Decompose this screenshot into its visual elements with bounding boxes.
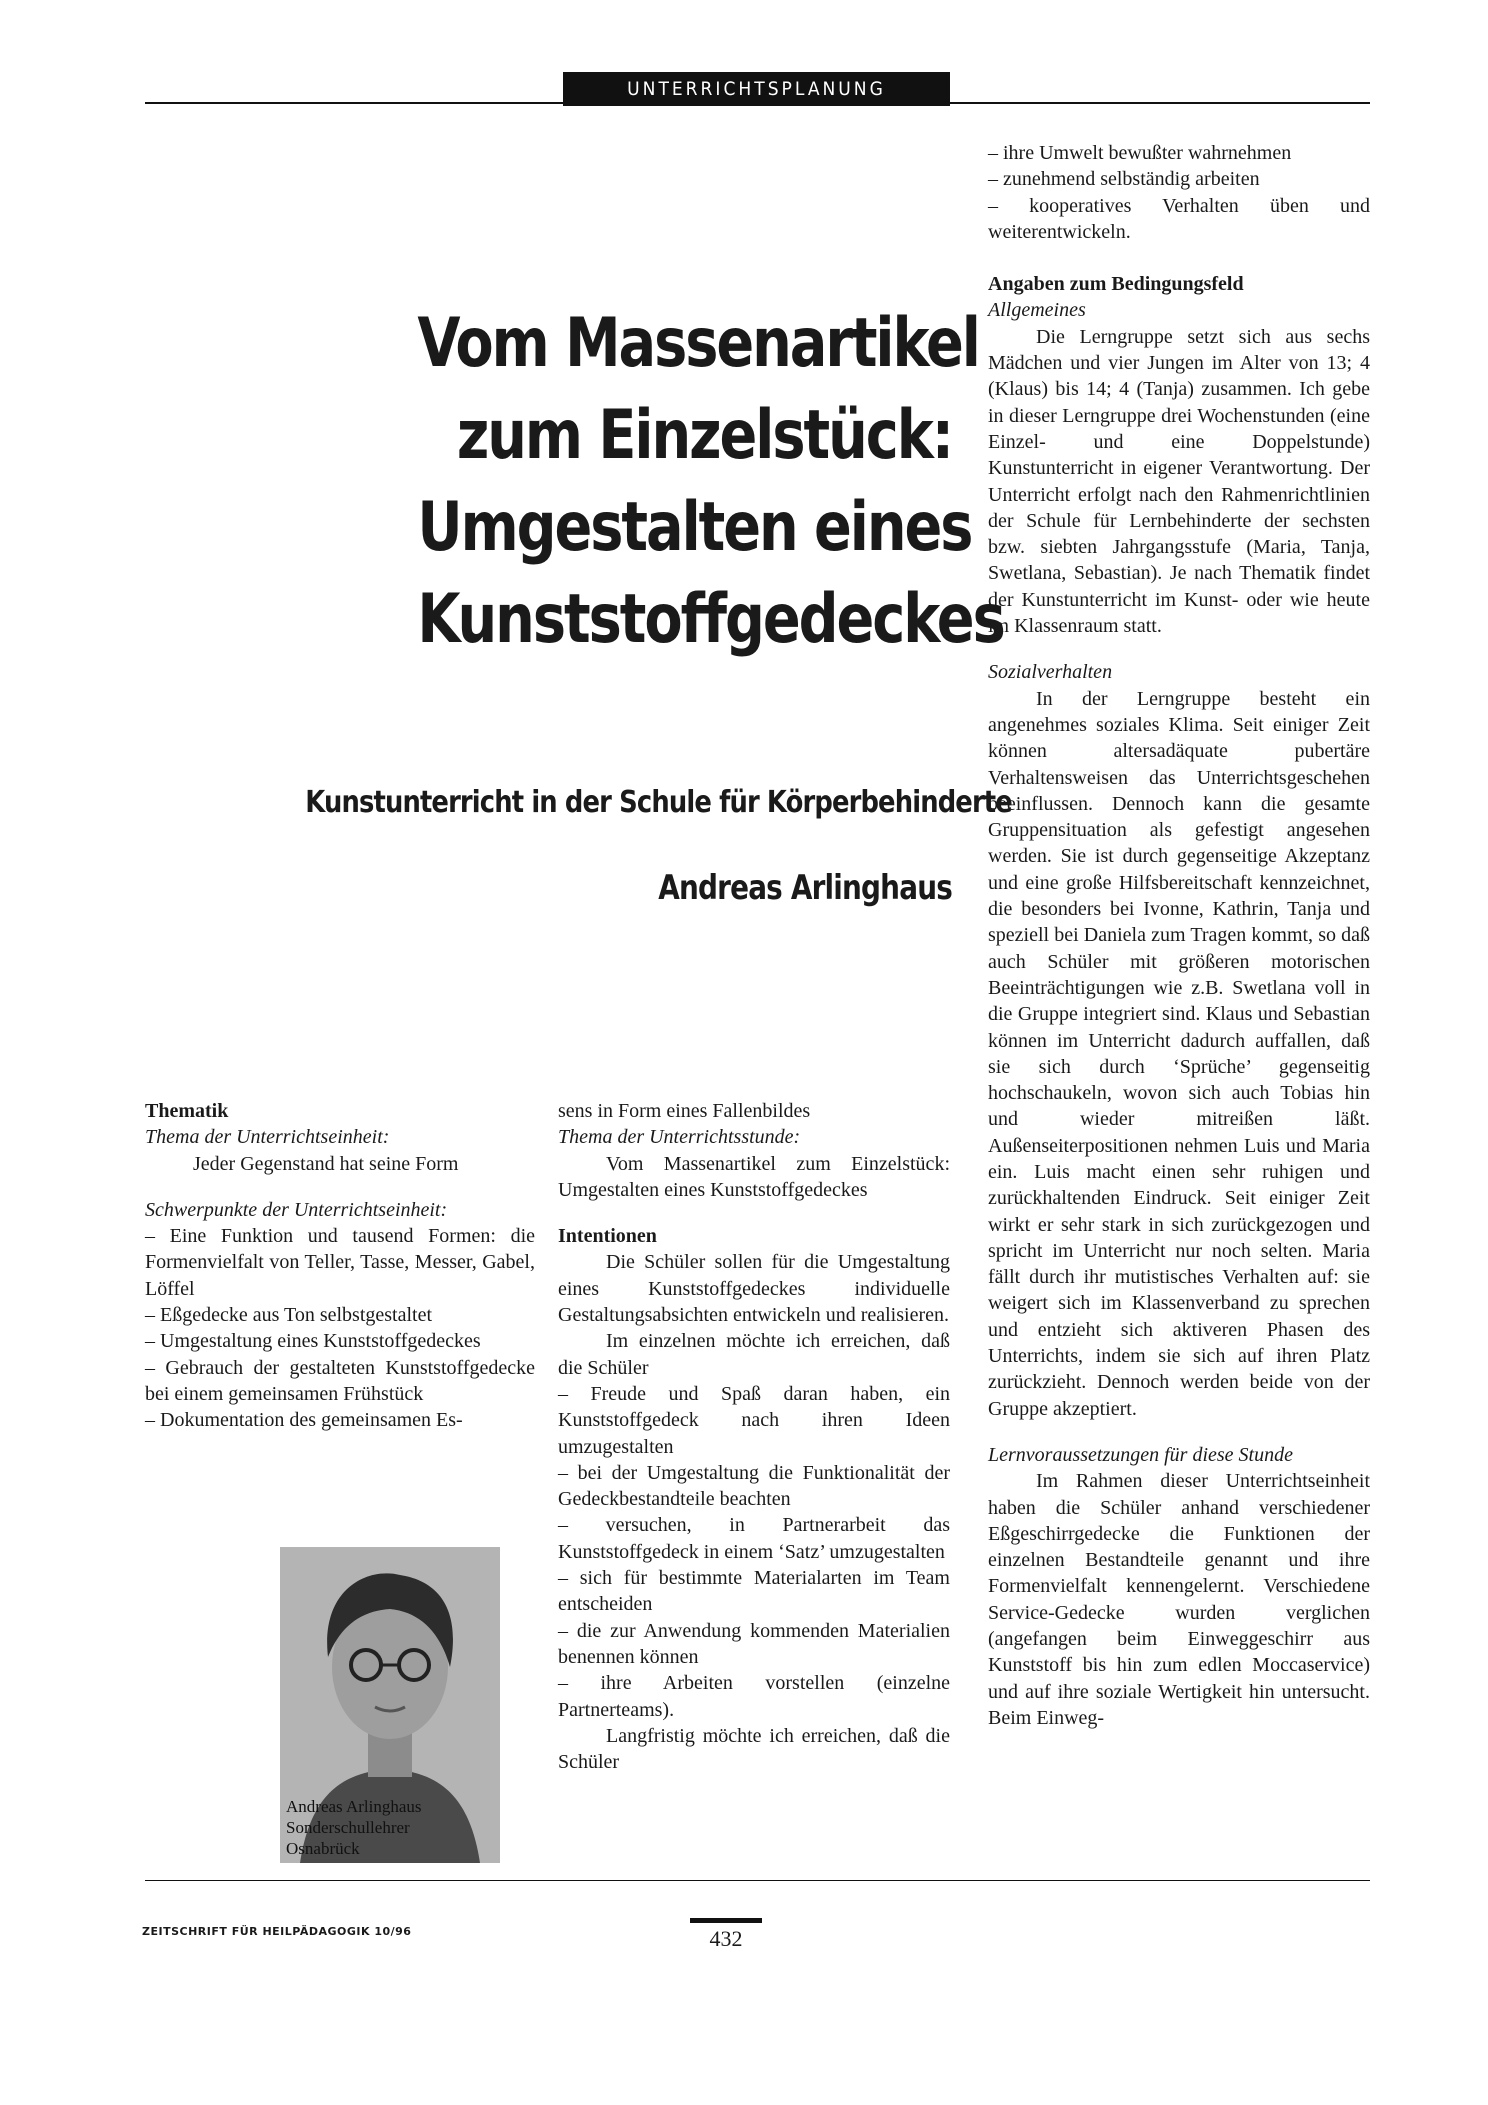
middle-column xyxy=(558,1098,950,1775)
title-line: zum Einzelstück: xyxy=(456,396,952,475)
title-line: Umgestalten eines xyxy=(417,488,972,567)
list-item: – bei der Umgestaltung die Funktionalität der Gedeckbestandteile beachten xyxy=(558,1461,950,1511)
intentionen-heading: Intentionen xyxy=(558,1225,657,1248)
thematik-heading: Thematik xyxy=(145,1100,229,1122)
right-column xyxy=(988,140,1370,1731)
bedingungsfeld-heading: Angaben zum Bedingungsfeld xyxy=(988,273,1244,296)
journal-name: ZEITSCHRIFT FÜR HEILPÄDAGOGIK 10/96 xyxy=(142,1925,412,1938)
list-item: – ihre Arbeiten vorstellen (einzelne Partnerteams). xyxy=(558,1672,950,1721)
list-item: – Eine Funktion und tausend Formen: die Formenvielfalt von Teller, Tasse, Messer, Gabel, Löffel xyxy=(145,1225,535,1300)
article-subtitle: Kunstunterricht in der Schule für Körperbehinderte xyxy=(305,785,1012,820)
continued-text: sens in Form eines Fallenbildes xyxy=(558,1100,811,1122)
paragraph: In der Lerngruppe besteht ein angenehmes soziales Klima. Seit einiger Zeit können altersadäquate pubertäre Verhaltensweisen das Unterrichtsgeschehen beeinflussen. Dennoch kann die gesamte Gruppensituation als gefestigt angesehen werden. Sie ist durch gegenseitige Akzeptanz und eine große Hilfsbereitschaft kennzeichnet, die besonders bei Ivonne, Kathrin, Tanja und speziell bei Daniela zum Tragen kommt, so daß auch Schüler mit größeren motorischen Beeinträchtigungen wie z.B. Swetlana voll in die Gruppe integriert sind. Klaus und Sebastian können im Unterricht dadurch auffallen, daß sie sich durch ‘Sprüche’ gegenseitig hochschaukeln, wovon sich auch Tobias hin und wieder mitreißen läßt. Außenseiterpositionen nehmen Luis und Maria ein. Luis macht einen sehr ruhigen und zurückhaltenden Eindruck. Seit einiger Zeit wirkt er sehr stark in sich zurückgezogen und spricht im Unterricht nur noch selten. Maria fällt durch ihr mutistisches Verhalten auf: sie weigert sich im Klassenverband zu sprechen und entzieht sich aktiveren Phasen des Unterrichts, indem sie sich auf ihren Platz zurückzieht. Dennoch werden beide von der Gruppe akzeptiert. xyxy=(988,687,1370,1420)
thema-text: Jeder Gegenstand hat seine Form xyxy=(193,1152,459,1175)
author-photo xyxy=(280,1547,500,1863)
caption-line: Osnabrück xyxy=(286,1839,360,1858)
list-item: – versuchen, in Partnerarbeit das Kunststoffgedeck in einem ‘Satz’ umzugestalten xyxy=(558,1514,950,1563)
left-column xyxy=(145,1098,535,1434)
title-line: Kunststoffgedeckes xyxy=(417,580,1004,659)
thema-stunde-label: Thema der Unterrichtsstunde: xyxy=(558,1126,801,1149)
lernvoraussetzungen-label: Lernvoraussetzungen für diese Stunde xyxy=(988,1443,1293,1466)
article-author: Andreas Arlinghaus xyxy=(658,868,952,908)
article-title xyxy=(417,298,1004,666)
list-item: – Eßgedecke aus Ton selbstgestaltet xyxy=(145,1304,433,1327)
caption-line: Sonderschullehrer xyxy=(286,1818,410,1837)
page-number: 432 xyxy=(709,1926,743,1951)
list-item: – kooperatives Verhalten üben und weiterentwickeln. xyxy=(988,194,1370,243)
paragraph: Die Schüler sollen für die Umgestaltung eines Kunststoffgedeckes individuelle Gestaltungsabsichten entwickeln und realisieren. xyxy=(558,1251,950,1327)
sozialverhalten-label: Sozialverhalten xyxy=(988,661,1113,684)
section-label: UNTERRICHTSPLANUNG xyxy=(563,72,950,106)
paragraph: Langfristig möchte ich erreichen, daß die Schüler xyxy=(558,1724,950,1774)
list-item: – Gebrauch der gestalteten Kunststoffgedecke bei einem gemeinsamen Frühstück xyxy=(145,1356,535,1405)
list-item: – die zur Anwendung kommenden Materialien benennen können xyxy=(558,1619,950,1668)
schwerpunkte-label: Schwerpunkte der Unterrichtseinheit: xyxy=(145,1198,448,1221)
list-item: – zunehmend selbständig arbeiten xyxy=(988,168,1260,191)
page-number-bar xyxy=(690,1918,762,1923)
thema-label: Thema der Unterrichtseinheit: xyxy=(145,1126,390,1149)
photo-caption xyxy=(286,1796,422,1859)
list-item: – Dokumentation des gemeinsamen Es- xyxy=(145,1409,463,1432)
list-item: – Umgestaltung eines Kunststoffgedeckes xyxy=(145,1330,481,1353)
paragraph: Im einzelnen möchte ich erreichen, daß die Schüler xyxy=(558,1330,950,1379)
paragraph: Die Lerngruppe setzt sich aus sechs Mädchen und vier Jungen im Alter von 13; 4 (Klaus) bis 14; 4 (Tanja) zusammen. Ich gebe in dieser Lerngruppe drei Wochenstunden (eine Einzel- und eine Doppelstunde) Kunstunterricht in eigener Verantwortung. Der Unterricht erfolgt nach den Rahmenrichtlinien der Schule für Lernbehinderte der sechsten bzw. siebten Jahrgangsstufe (Maria, Tanja, Swetlana, Sebastian). Je nach Thematik findet der Kunstunterricht im Kunst- oder wie heute im Klassenraum statt. xyxy=(988,325,1370,638)
footer-rule xyxy=(145,1880,1370,1881)
caption-line: Andreas Arlinghaus xyxy=(286,1797,422,1816)
title-line: Vom Massenartikel xyxy=(417,304,979,383)
paragraph: Im Rahmen dieser Unterrichtseinheit haben die Schüler anhand verschiedener Eßgeschirrgedecke die Funktionen der einzelnen Bestandteile genannt und ihre Formenvielfalt kennengelernt. Verschiedene Service-Gedecke wurden verglichen (angefangen beim Einweggeschirr aus Kunststoff bis hin zum edlen Moccaservice) und auf ihre soziale Wertigkeit hin untersucht. Beim Einweg- xyxy=(988,1470,1370,1729)
list-item: – Freude und Spaß daran haben, ein Kunststoffgedeck nach ihren Ideen umzugestalten xyxy=(558,1382,950,1458)
thema-stunde-text: Vom Massenartikel zum Einzelstück: Umgestalten eines Kunststoffgedeckes xyxy=(558,1152,950,1201)
allgemeines-label: Allgemeines xyxy=(988,299,1086,322)
list-item: – sich für bestimmte Materialarten im Team entscheiden xyxy=(558,1567,950,1616)
list-item: – ihre Umwelt bewußter wahrnehmen xyxy=(988,142,1292,164)
